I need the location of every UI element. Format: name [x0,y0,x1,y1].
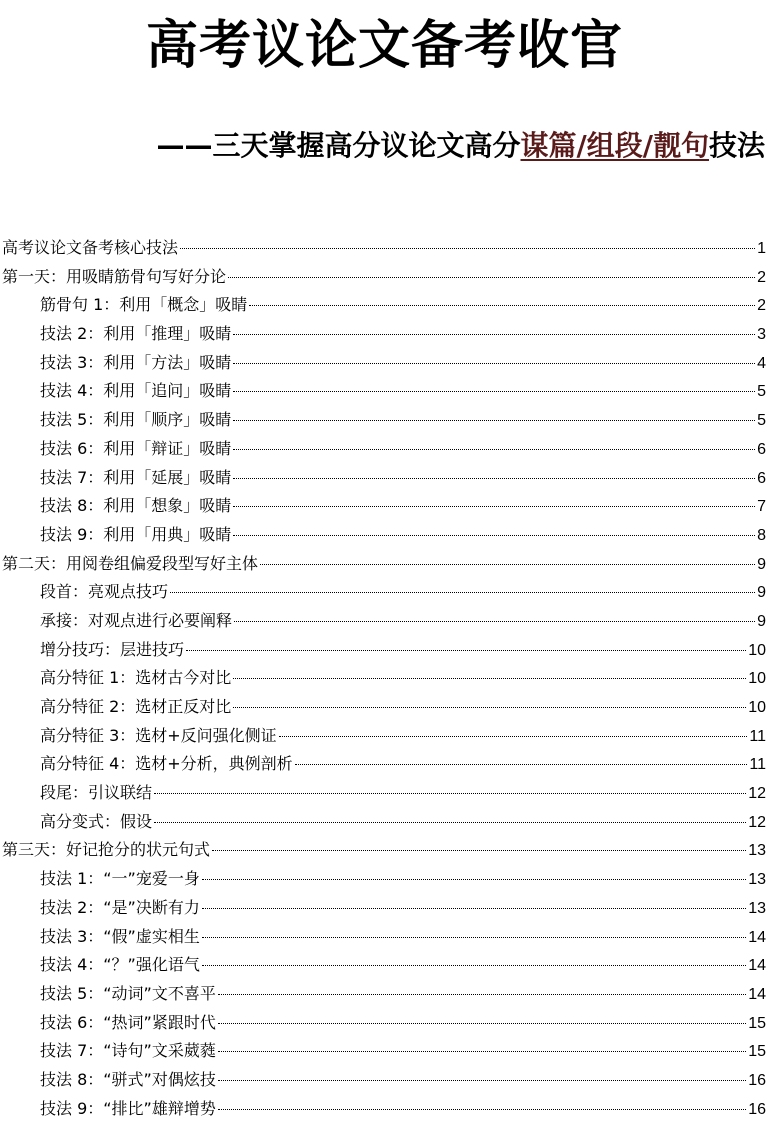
toc-dot-leader [260,564,755,565]
document-subtitle [157,126,766,166]
toc-page-number: 11 [749,756,766,774]
toc-entry-label: 高分特征 1：选材古今对比 [40,668,232,688]
toc-page-number: 8 [757,526,766,544]
toc-entry[interactable] [0,1009,769,1038]
toc-entry[interactable] [0,865,769,894]
toc-dot-leader [154,793,746,794]
toc-dot-leader [233,506,755,507]
toc-entry-label: 技法 3：“假”虚实相生 [40,926,200,946]
toc-page-number: 9 [757,584,766,602]
toc-entry-label: 高分特征 4：选材+分析，典例剖析 [40,754,293,774]
toc-dot-leader [233,420,755,421]
toc-entry[interactable] [0,464,769,493]
toc-entry[interactable] [0,1066,769,1095]
toc-page-number: 10 [748,641,766,659]
toc-entry[interactable] [0,492,769,521]
subtitle-suffix: 技法 [708,129,765,162]
toc-entry-label: 技法 9：利用「用典」吸睛 [40,524,232,544]
toc-dot-leader [233,678,746,679]
toc-entry-label: 技法 2：利用「推理」吸睛 [40,324,232,344]
toc-entry[interactable] [0,1037,769,1066]
toc-dot-leader [212,850,746,851]
toc-dot-leader [295,764,748,765]
toc-entry[interactable] [0,291,769,320]
table-of-contents [0,234,769,1123]
document-title: 高考议论文备考收官 [145,16,623,76]
toc-entry-label: 技法 8：“骈式”对偶炫技 [40,1069,216,1089]
toc-entry[interactable] [0,923,769,952]
toc-page-number: 9 [757,612,766,630]
toc-entry[interactable] [0,836,769,865]
toc-page-number: 16 [748,1100,766,1118]
toc-page-number: 13 [748,899,766,917]
toc-dot-leader [202,937,746,938]
toc-page-number: 13 [748,871,766,889]
toc-page-number: 11 [749,727,766,745]
toc-entry-label: 技法 4：“？”强化语气 [40,955,200,975]
toc-dot-leader [234,621,755,622]
toc-entry-label: 技法 8：利用「想象」吸睛 [40,496,232,516]
toc-page-number: 6 [757,469,766,487]
toc-dot-leader [202,879,746,880]
toc-entry[interactable] [0,779,769,808]
toc-entry-label: 第三天：好记抢分的状元句式 [2,840,211,860]
toc-entry-label: 技法 5：“动词”文不喜平 [40,983,216,1003]
toc-entry[interactable] [0,349,769,378]
toc-entry-label: 筋骨句 1：利用「概念」吸睛 [40,295,248,315]
toc-dot-leader [233,334,755,335]
toc-dot-leader [233,449,755,450]
toc-entry-label: 技法 7：利用「延展」吸睛 [40,467,232,487]
toc-entry[interactable] [0,894,769,923]
toc-page-number: 6 [757,440,766,458]
toc-entry-label: 技法 6：“热词”紧跟时代 [40,1012,216,1032]
toc-entry[interactable] [0,263,769,292]
toc-entry-label: 技法 7：“诗句”文采葳蕤 [40,1041,216,1061]
toc-entry[interactable] [0,320,769,349]
toc-page-number: 2 [757,297,766,315]
toc-dot-leader [202,908,746,909]
toc-entry[interactable] [0,951,769,980]
toc-page-number: 13 [748,842,766,860]
toc-page-number: 3 [757,326,766,344]
toc-dot-leader [279,736,748,737]
toc-dot-leader [233,707,746,708]
toc-entry[interactable] [0,607,769,636]
toc-entry[interactable] [0,722,769,751]
toc-page-number: 16 [748,1071,766,1089]
toc-entry-label: 第一天：用吸睛筋骨句写好分论 [2,266,227,286]
toc-dot-leader [233,478,755,479]
toc-dot-leader [186,650,746,651]
toc-dot-leader [218,1051,746,1052]
toc-entry[interactable] [0,980,769,1009]
toc-entry-label: 承接：对观点进行必要阐释 [40,610,233,630]
toc-entry[interactable] [0,521,769,550]
toc-entry-label: 技法 2：“是”决断有力 [40,897,200,917]
toc-dot-leader [170,592,755,593]
toc-entry[interactable] [0,234,769,263]
toc-entry-label: 增分技巧：层进技巧 [40,639,185,659]
toc-dot-leader [233,363,755,364]
toc-dot-leader [218,994,746,995]
toc-dot-leader [180,248,755,249]
toc-page-number: 15 [748,1014,766,1032]
toc-entry[interactable] [0,377,769,406]
toc-entry-label: 技法 5：利用「顺序」吸睛 [40,410,232,430]
toc-page-number: 9 [757,555,766,573]
toc-page-number: 4 [757,354,766,372]
toc-entry[interactable] [0,578,769,607]
toc-entry[interactable] [0,435,769,464]
toc-entry-label: 段尾：引议联结 [40,783,153,803]
toc-entry[interactable] [0,406,769,435]
toc-page-number: 10 [748,699,766,716]
toc-entry[interactable] [0,693,769,722]
toc-entry[interactable] [0,1095,769,1124]
toc-entry-label: 高考议论文备考核心技法 [2,238,179,257]
toc-entry[interactable] [0,750,769,779]
toc-entry-label: 技法 4：利用「追问」吸睛 [40,381,232,401]
toc-entry-label: 技法 9：“排比”雄辩增势 [40,1098,216,1118]
toc-dot-leader [249,305,755,306]
toc-page-number: 7 [757,498,766,516]
toc-dot-leader [218,1109,746,1110]
toc-entry[interactable] [0,808,769,837]
toc-entry-label: 高分变式：假设 [40,811,153,831]
toc-dot-leader [228,277,755,278]
toc-page-number: 2 [757,268,766,286]
toc-entry[interactable] [0,664,769,693]
toc-entry[interactable] [0,550,769,579]
toc-entry-label: 技法 1：“一”宠爱一身 [40,869,200,889]
subtitle-highlight: 谋篇/组段/靓句 [520,129,709,162]
toc-entry-label: 段首：亮观点技巧 [40,582,169,602]
toc-page-number: 14 [748,928,766,946]
toc-entry-label: 技法 6：利用「辩证」吸睛 [40,438,232,458]
toc-dot-leader [218,1080,746,1081]
toc-entry-label: 技法 3：利用「方法」吸睛 [40,352,232,372]
subtitle-prefix: ——三天掌握高分议论文高分 [156,129,521,162]
toc-page-number: 15 [748,1043,766,1061]
toc-page-number: 12 [748,813,766,831]
toc-page-number: 5 [757,383,766,401]
toc-dot-leader [233,391,755,392]
toc-entry[interactable] [0,636,769,665]
toc-entry-label: 高分特征 2：选材正反对比 [40,697,232,716]
toc-page-number: 14 [748,985,766,1003]
toc-page-number: 10 [748,670,766,688]
toc-entry-label: 高分特征 3：选材+反问强化侧证 [40,725,277,745]
toc-dot-leader [154,822,746,823]
toc-page-number: 12 [748,785,766,803]
toc-page-number: 1 [757,240,766,257]
toc-page-number: 5 [757,412,766,430]
toc-page-number: 14 [748,957,766,975]
toc-dot-leader [218,1023,746,1024]
toc-dot-leader [233,535,755,536]
toc-dot-leader [202,965,746,966]
toc-entry-label: 第二天：用阅卷组偏爱段型写好主体 [2,553,259,573]
